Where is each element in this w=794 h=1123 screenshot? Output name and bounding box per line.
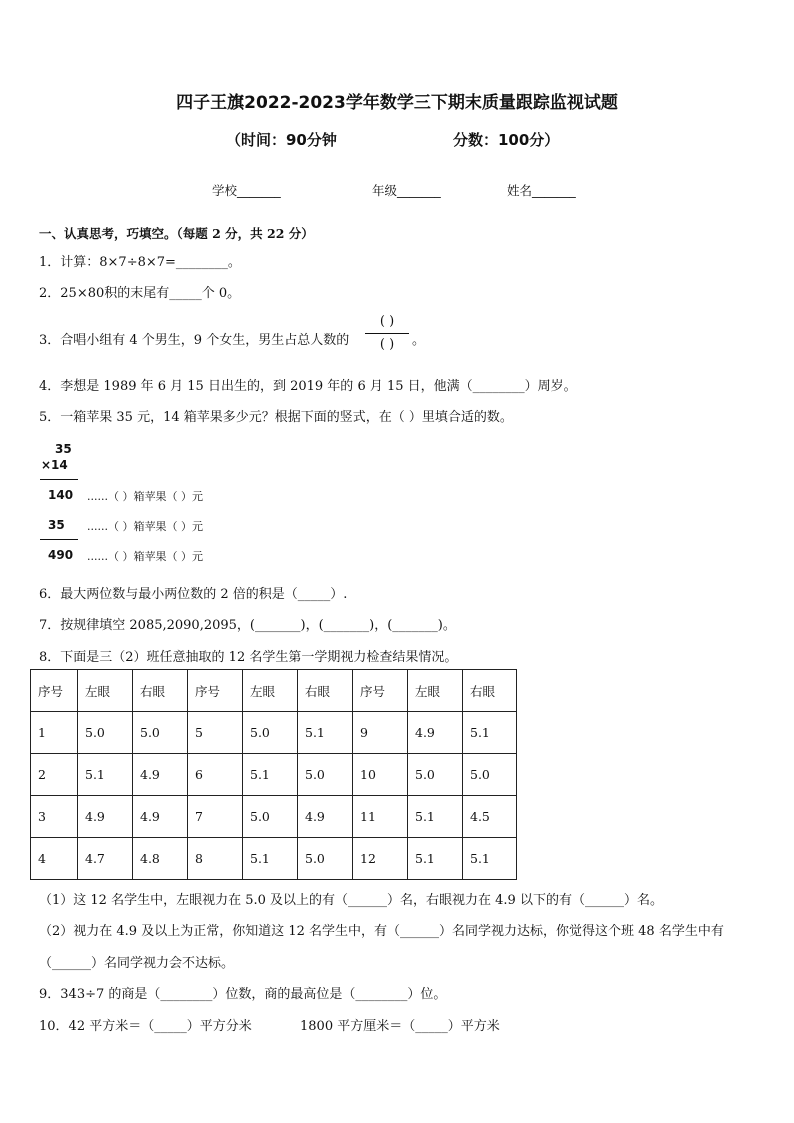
fraction-blank bbox=[365, 314, 409, 353]
table-cell: 5.1 bbox=[408, 796, 463, 838]
vision-table bbox=[30, 669, 517, 880]
fraction-numerator: ( ) bbox=[379, 314, 395, 329]
table-cell: 4.9 bbox=[133, 796, 188, 838]
question-2: 2．25×80积的末尾有_____个 0。 bbox=[39, 286, 241, 301]
calc-multiplicand: 35 bbox=[55, 442, 72, 456]
exam-score: 分数：100分） bbox=[453, 131, 560, 149]
header-cell: 右眼 bbox=[298, 670, 353, 712]
calc-step-3: ......（ ）箱苹果（ ）元 bbox=[87, 550, 203, 563]
header-cell: 左眼 bbox=[408, 670, 463, 712]
table-cell: 4.5 bbox=[463, 796, 517, 838]
question-4: 4．李想是 1989 年 6 月 15 日出生的，到 2019 年的 6 月 15 日，他满（________）周岁。 bbox=[39, 379, 577, 394]
table-cell: 4 bbox=[31, 838, 78, 880]
header-cell: 右眼 bbox=[133, 670, 188, 712]
calc-line-1 bbox=[40, 479, 78, 480]
header-cell: 序号 bbox=[188, 670, 243, 712]
calc-multiplier: ×14 bbox=[41, 458, 68, 472]
table-row bbox=[31, 754, 517, 796]
table-cell: 5.1 bbox=[463, 838, 517, 880]
table-cell: 5.0 bbox=[298, 838, 353, 880]
table-cell: 1 bbox=[31, 712, 78, 754]
question-5: 5．一箱苹果 35 元，14 箱苹果多少元？根据下面的竖式，在（ ）里填合适的数。 bbox=[39, 410, 513, 425]
question-3-end: 。 bbox=[412, 333, 426, 348]
table-cell: 5.1 bbox=[298, 712, 353, 754]
table-cell: 5.0 bbox=[298, 754, 353, 796]
header-cell: 序号 bbox=[31, 670, 78, 712]
table-cell: 4.9 bbox=[408, 712, 463, 754]
question-8: 8．下面是三（2）班任意抽取的 12 名学生第一学期视力检查结果情况。 bbox=[39, 650, 458, 665]
table-cell: 5.1 bbox=[463, 712, 517, 754]
table-cell: 5.0 bbox=[133, 712, 188, 754]
table-cell: 8 bbox=[188, 838, 243, 880]
question-10-a: 10．42 平方米＝（_____）平方分米 bbox=[39, 1019, 252, 1034]
table-cell: 5.1 bbox=[78, 754, 133, 796]
table-cell: 4.8 bbox=[133, 838, 188, 880]
header-cell: 左眼 bbox=[78, 670, 133, 712]
question-9: 9．343÷7 的商是（________）位数，商的最高位是（________）位。 bbox=[39, 987, 447, 1002]
table-cell: 5.0 bbox=[243, 796, 298, 838]
table-cell: 5.0 bbox=[78, 712, 133, 754]
name-field: 姓名_______ bbox=[507, 183, 576, 198]
table-cell: 5.0 bbox=[463, 754, 517, 796]
question-1: 1．计算：8×7÷8×7=________。 bbox=[39, 255, 241, 270]
table-cell: 4.9 bbox=[298, 796, 353, 838]
table-row bbox=[31, 796, 517, 838]
table-cell: 5.1 bbox=[408, 838, 463, 880]
table-cell: 7 bbox=[188, 796, 243, 838]
table-cell: 4.7 bbox=[78, 838, 133, 880]
calc-product: 490 bbox=[48, 548, 74, 562]
table-cell: 5.1 bbox=[243, 838, 298, 880]
table-cell: 2 bbox=[31, 754, 78, 796]
calc-step-2: ......（ ）箱苹果（ ）元 bbox=[87, 520, 203, 533]
fraction-bar bbox=[365, 333, 409, 334]
table-cell: 10 bbox=[353, 754, 408, 796]
table-cell: 5.0 bbox=[243, 712, 298, 754]
page-title: 四子王旗2022-2023学年数学三下期末质量跟踪监视试题 bbox=[176, 93, 618, 113]
calc-partial-2: 35 bbox=[48, 518, 65, 532]
school-field: 学校_______ bbox=[212, 183, 281, 198]
table-cell: 3 bbox=[31, 796, 78, 838]
table-cell: 4.9 bbox=[78, 796, 133, 838]
header-cell: 序号 bbox=[353, 670, 408, 712]
header-cell: 左眼 bbox=[243, 670, 298, 712]
table-cell: 12 bbox=[353, 838, 408, 880]
calc-line-2 bbox=[40, 539, 78, 540]
table-row bbox=[31, 712, 517, 754]
exam-time: （时间：90分钟 bbox=[226, 131, 337, 149]
fraction-denominator: ( ) bbox=[379, 337, 395, 352]
table-cell: 5 bbox=[188, 712, 243, 754]
calc-step-1: ......（ ）箱苹果（ ）元 bbox=[87, 490, 203, 503]
table-cell: 5.0 bbox=[408, 754, 463, 796]
table-cell: 11 bbox=[353, 796, 408, 838]
table-cell: 5.1 bbox=[243, 754, 298, 796]
question-8-part-1: （1）这 12 名学生中，左眼视力在 5.0 及以上的有（______）名，右眼视力在 4.9 以下的有（______）名。 bbox=[39, 893, 663, 908]
question-8-part-2: （2）视力在 4.9 及以上为正常，你知道这 12 名学生中，有（______）名同学视力达标，你觉得这个班 48 名学生中有 bbox=[39, 924, 724, 939]
question-7: 7．按规律填空 2085,2090,2095，(_______)，(_______)，(_______)。 bbox=[39, 618, 456, 633]
calc-partial-1: 140 bbox=[48, 488, 74, 502]
question-10-b: 1800 平方厘米＝（_____）平方米 bbox=[300, 1019, 500, 1034]
question-3: 3．合唱小组有 4 个男生，9 个女生，男生占总人数的 bbox=[39, 333, 350, 348]
table-cell: 9 bbox=[353, 712, 408, 754]
section-heading: 一、认真思考，巧填空。（每题 2 分，共 22 分） bbox=[39, 226, 314, 241]
question-8-part-2-cont: （______）名同学视力会不达标。 bbox=[39, 956, 235, 971]
header-cell: 右眼 bbox=[463, 670, 517, 712]
table-cell: 4.9 bbox=[133, 754, 188, 796]
table-cell: 6 bbox=[188, 754, 243, 796]
table-row bbox=[31, 838, 517, 880]
question-6: 6．最大两位数与最小两位数的 2 倍的积是（_____）. bbox=[39, 587, 348, 602]
table-header-row bbox=[31, 670, 517, 712]
grade-field: 年级_______ bbox=[372, 183, 441, 198]
